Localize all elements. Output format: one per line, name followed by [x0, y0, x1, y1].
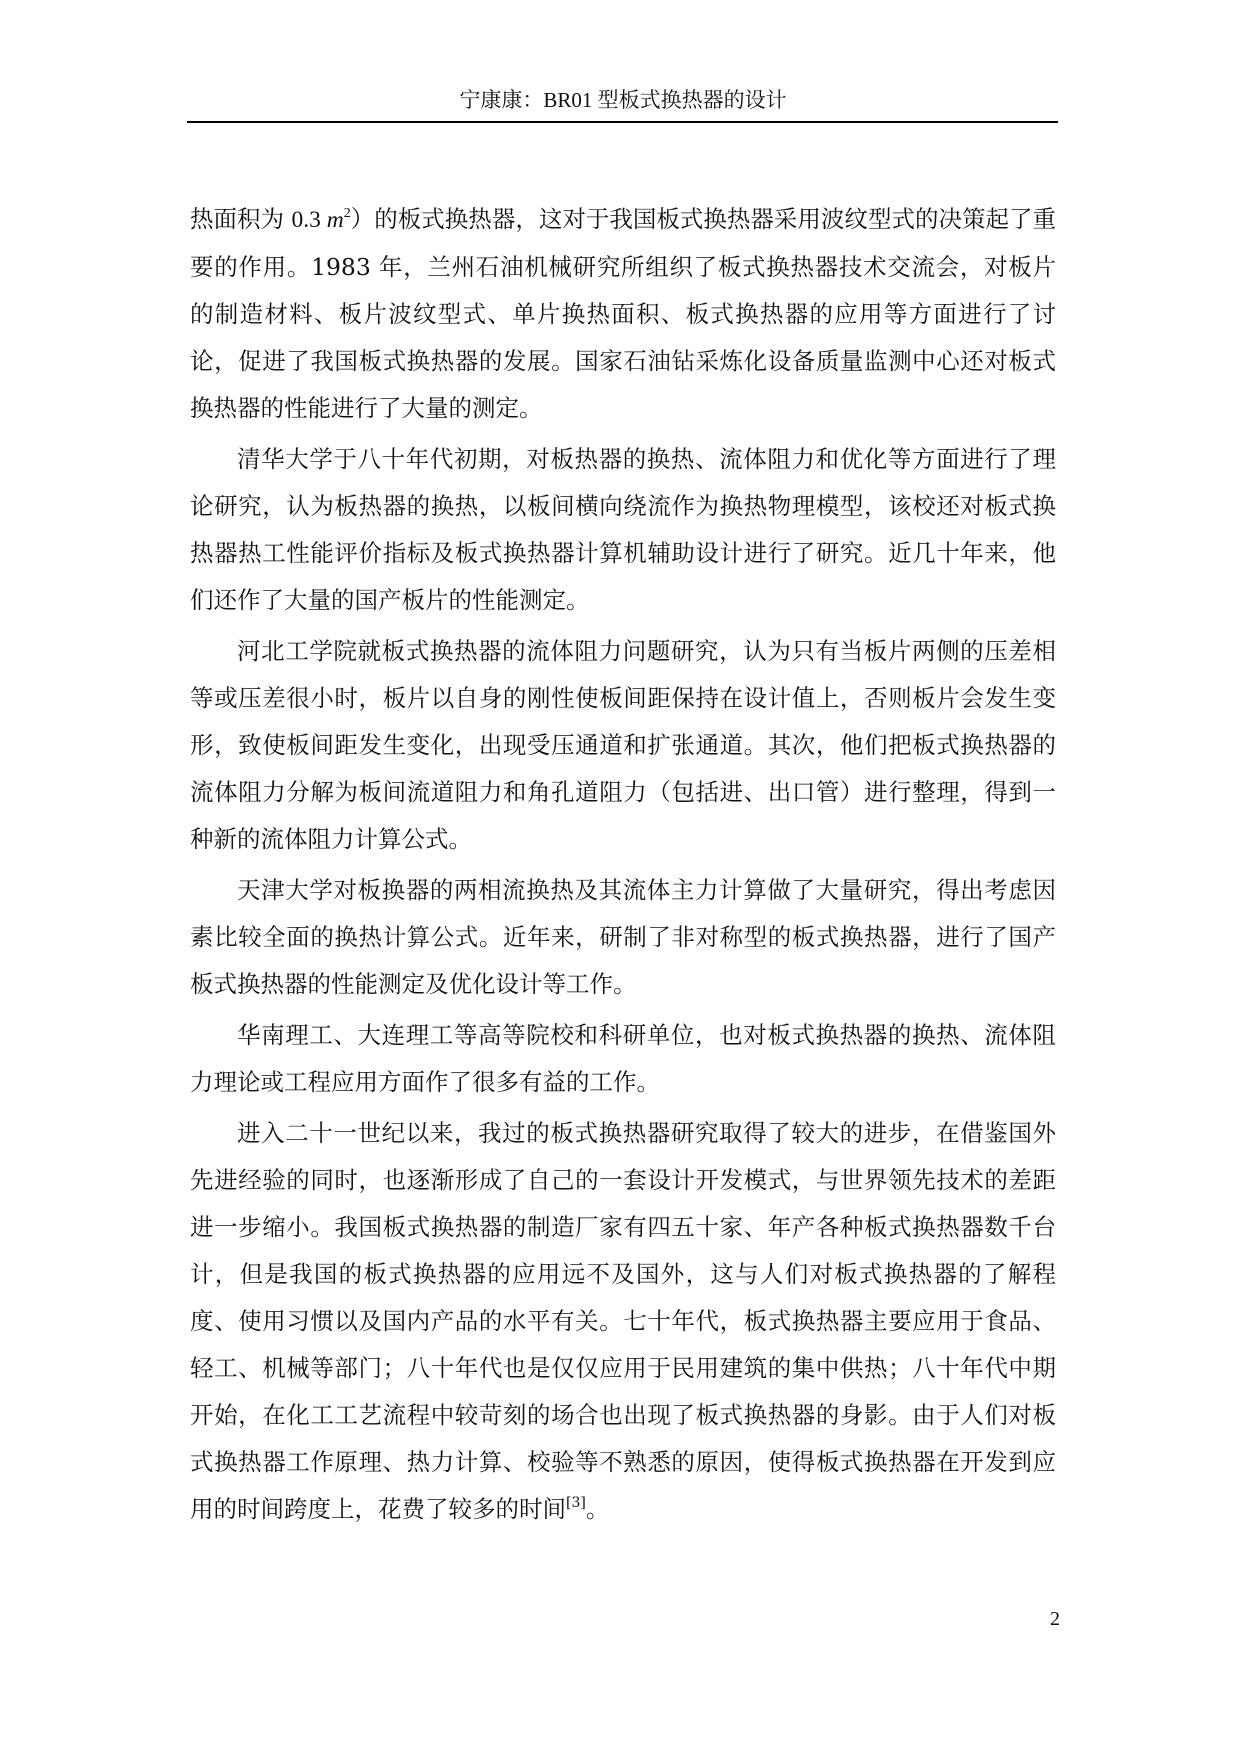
paragraph-1: [190, 196, 1056, 432]
paragraph-4: 天津大学对板换器的两相流换热及其流体主力计算做了大量研究，得出考虑因素比较全面的换热计算公式。近年来，研制了非对称型的板式换热器，进行了国产板式换热器的性能测定及优化设计等工作。: [190, 876, 1056, 998]
area-unit: m: [326, 207, 344, 233]
paragraph-6-text: 进入二十一世纪以来，我过的板式换热器研究取得了较大的进步，在借鉴国外先进经验的同时，也逐渐形成了自己的一套设计开发模式，与世界领先技术的差距进一步缩小。我国板式换热器的制造厂家有四五十家、年产各种板式换热器数千台计，但是我国的板式换热器的应用远不及国外，这与人们对板式换热器的了解程度、使用习惯以及国内产品的水平有关。七十年代，板式换热器主要应用于食品、轻工、机械等部门；八十年代也是仅仅应用于民用建筑的集中供热；八十年代中期开始，在化工工艺流程中较苛刻的场合也出现了板式换热器的身影。由于人们对板式换热器工作原理、热力计算、校验等不熟悉的原因，使得板式换热器在开发到应用的时间跨度上，花费了较多的时间: [190, 1119, 1056, 1523]
paragraph-1-post: ）的板式换热器，这对于我国板式换热器采用波纹型式的决策起了重要的作用。1983 年，兰州石油机械研究所组织了板式换热器技术交流会，对板片的制造材料、板片波纹型式、单片换热面积、板式换热器的应用等方面进行了讨论，促进了我国板式换热器的发展。国家石油钻采炼化设备质量监测中心还对板式换热器的性能进行了大量的测定。: [190, 205, 1056, 422]
area-value: 0.3: [291, 207, 321, 233]
paragraph-1-pre: 热面积为: [190, 205, 292, 233]
paragraph-6-end: 。: [585, 1495, 610, 1523]
paragraph-2: 清华大学于八十年代初期，对板热器的换热、流体阻力和优化等方面进行了理论研究，认为板热器的换热，以板间横向绕流作为换热物理模型，该校还对板式换热器热工性能评价指标及板式换热器计算机辅助设计进行了研究。近几十年来，他们还作了大量的国产板片的性能测定。: [190, 445, 1056, 614]
body-text: [190, 196, 1056, 1537]
paragraph-5: 华南理工、大连理工等高等院校和科研单位，也对板式换热器的换热、流体阻力理论或工程应用方面作了很多有益的工作。: [190, 1021, 1056, 1096]
citation-ref: [3]: [566, 1495, 586, 1511]
paragraph-6: [190, 1110, 1056, 1533]
area-formula: [292, 207, 351, 233]
area-exponent: 2: [343, 206, 351, 221]
running-header: 宁康康：BR01 型板式换热器的设计: [459, 88, 787, 112]
paragraph-3: 河北工学院就板式换热器的流体阻力问题研究，认为只有当板片两侧的压差相等或压差很小时，板片以自身的刚性使板间距保持在设计值上，否则板片会发生变形，致使板间距发生变化，出现受压通道和扩张通道。其次，他们把板式换热器的流体阻力分解为板间流道阻力和角孔道阻力（包括进、出口管）进行整理，得到一种新的流体阻力计算公式。: [190, 637, 1056, 853]
page-number: 2: [1050, 1608, 1060, 1630]
header-rule: [187, 121, 1058, 123]
